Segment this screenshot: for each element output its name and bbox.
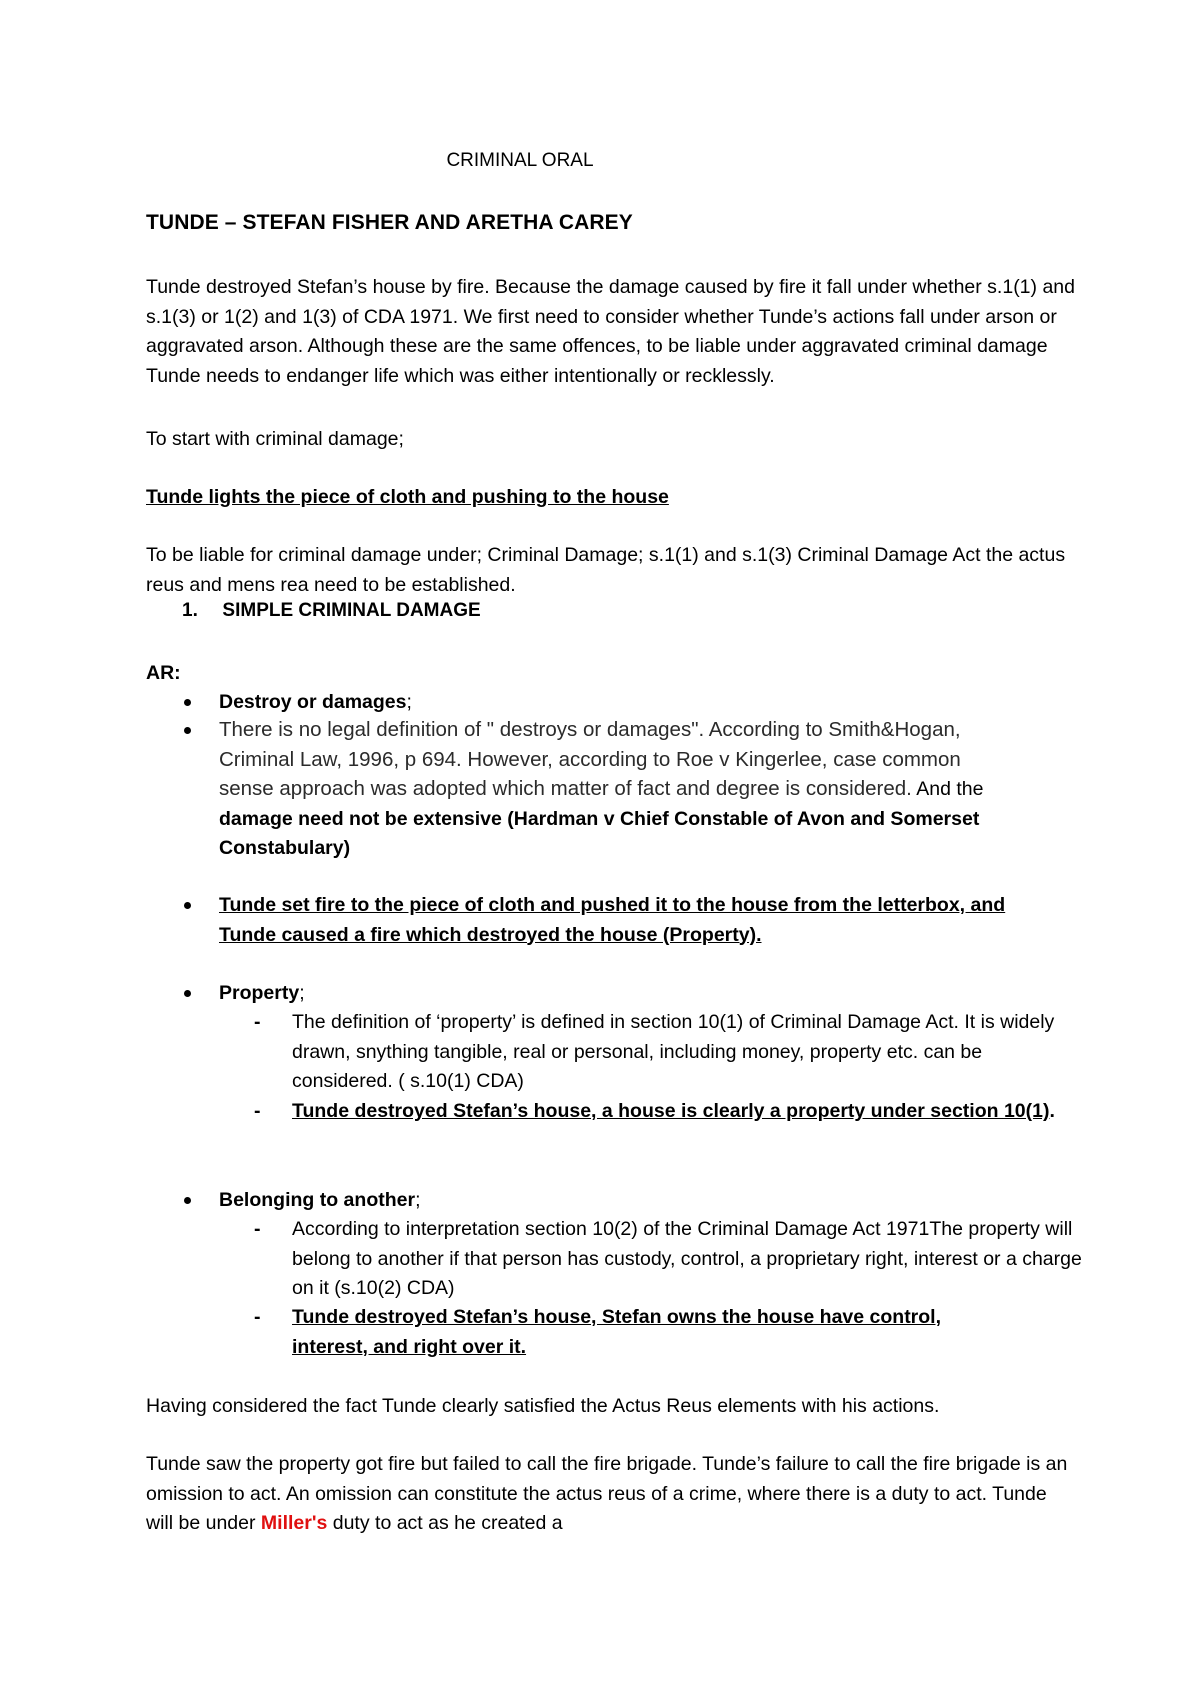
property-label: Property (219, 982, 300, 1004)
dash-marker: - (254, 1306, 261, 1328)
omission-text-2: duty to act as he created a (327, 1512, 563, 1534)
numbered-item-label: SIMPLE CRIMINAL DAMAGE (222, 600, 481, 621)
bullet-dot (184, 902, 191, 909)
millers-highlight: Miller's (260, 1512, 328, 1534)
destroy-suffix: ; (406, 691, 412, 713)
tunde-fire-text: Tunde set fire to the piece of cloth and pushed it to the house from the letterbox, and Tunde caused a fire which destroyed the house (Property). (219, 894, 1006, 946)
property-suffix: ; (299, 982, 305, 1004)
definition-tail-plain: And the (911, 778, 984, 800)
definition-tail-bold: damage need not be extensive (Hardman v Chief Constable of Avon and Somerset Constabulary) (219, 807, 980, 859)
intro-paragraph: Tunde destroyed Stefan’s house by fire. Because the damage caused by fire it fall under whether s.1(1) and s.1(3) or 1(2) and 1(3) of CDA 1971. We first need to consider whether Tunde’s actions fall under arson or aggravated arson. Although these are the same offences, to be liable under aggravated criminal damage Tunde needs to endanger life which was either intentionally or recklessly. (146, 276, 1075, 387)
property-dash-2-text: Tunde destroyed Stefan’s house, a house is clearly a property under section 10(1) (292, 1100, 1050, 1122)
case-heading: TUNDE – STEFAN FISHER AND ARETHA CAREY (146, 211, 633, 234)
property-dash-1-text: The definition of ‘property’ is defined in section 10(1) of Criminal Damage Act. It is widely drawn, snything tangible, real or personal, including money, property etc. can be considered. ( s.10(1) CDA) (292, 1011, 1055, 1092)
start-line: To start with criminal damage; (146, 428, 404, 450)
omission-paragraph (146, 1450, 1076, 1539)
numbered-item-number: 1. (182, 600, 198, 621)
omission-text-1: Tunde saw the property got fire but failed to call the fire brigade. Tunde’s failure to call the fire brigade is an omission to act. An omission can constitute the actus reus of a crime, where there is a duty to act. Tunde will be under (146, 1453, 1068, 1534)
ar-label: AR: (146, 662, 181, 684)
definition-text: There is no legal definition of " destroys or damages". According to Smith&Hogan, Criminal Law, 1996, p 694. However, according to Roe v Kingerlee, case common sense approach was adopted which matter of fact and degree is considered. (219, 718, 961, 800)
belonging-dash-2-text: Tunde destroyed Stefan’s house, Stefan owns the house have control, interest, and right over it. (292, 1306, 942, 1358)
underlined-heading: Tunde lights the piece of cloth and pushing to the house (146, 486, 669, 508)
property-dash-2-suffix: . (1049, 1100, 1055, 1122)
document-title: CRIMINAL ORAL (446, 150, 594, 171)
dash-marker: - (254, 1011, 261, 1033)
bullet-dot (184, 727, 191, 734)
bullet-dot (184, 1197, 191, 1204)
dash-marker: - (254, 1100, 261, 1122)
bullet-dot (184, 990, 191, 997)
belonging-dash-1-text: According to interpretation section 10(2) of the Criminal Damage Act 1971The property will belong to another if that person has custody, control, a proprietary right, interest or a charge on it (s.10(2) CDA) (292, 1218, 1082, 1299)
destroy-label: Destroy or damages (219, 691, 407, 713)
bullet-dot (184, 699, 191, 706)
numbered-item (182, 600, 481, 622)
conclusion-paragraph: Having considered the fact Tunde clearly satisfied the Actus Reus elements with his actions. (146, 1395, 940, 1417)
belonging-suffix: ; (415, 1189, 421, 1211)
liability-paragraph: To be liable for criminal damage under; Criminal Damage; s.1(1) and s.1(3) Criminal Damage Act the actus reus and mens rea need to be established. (146, 544, 1066, 596)
belonging-label: Belonging to another (219, 1189, 416, 1211)
dash-marker: - (254, 1218, 261, 1240)
